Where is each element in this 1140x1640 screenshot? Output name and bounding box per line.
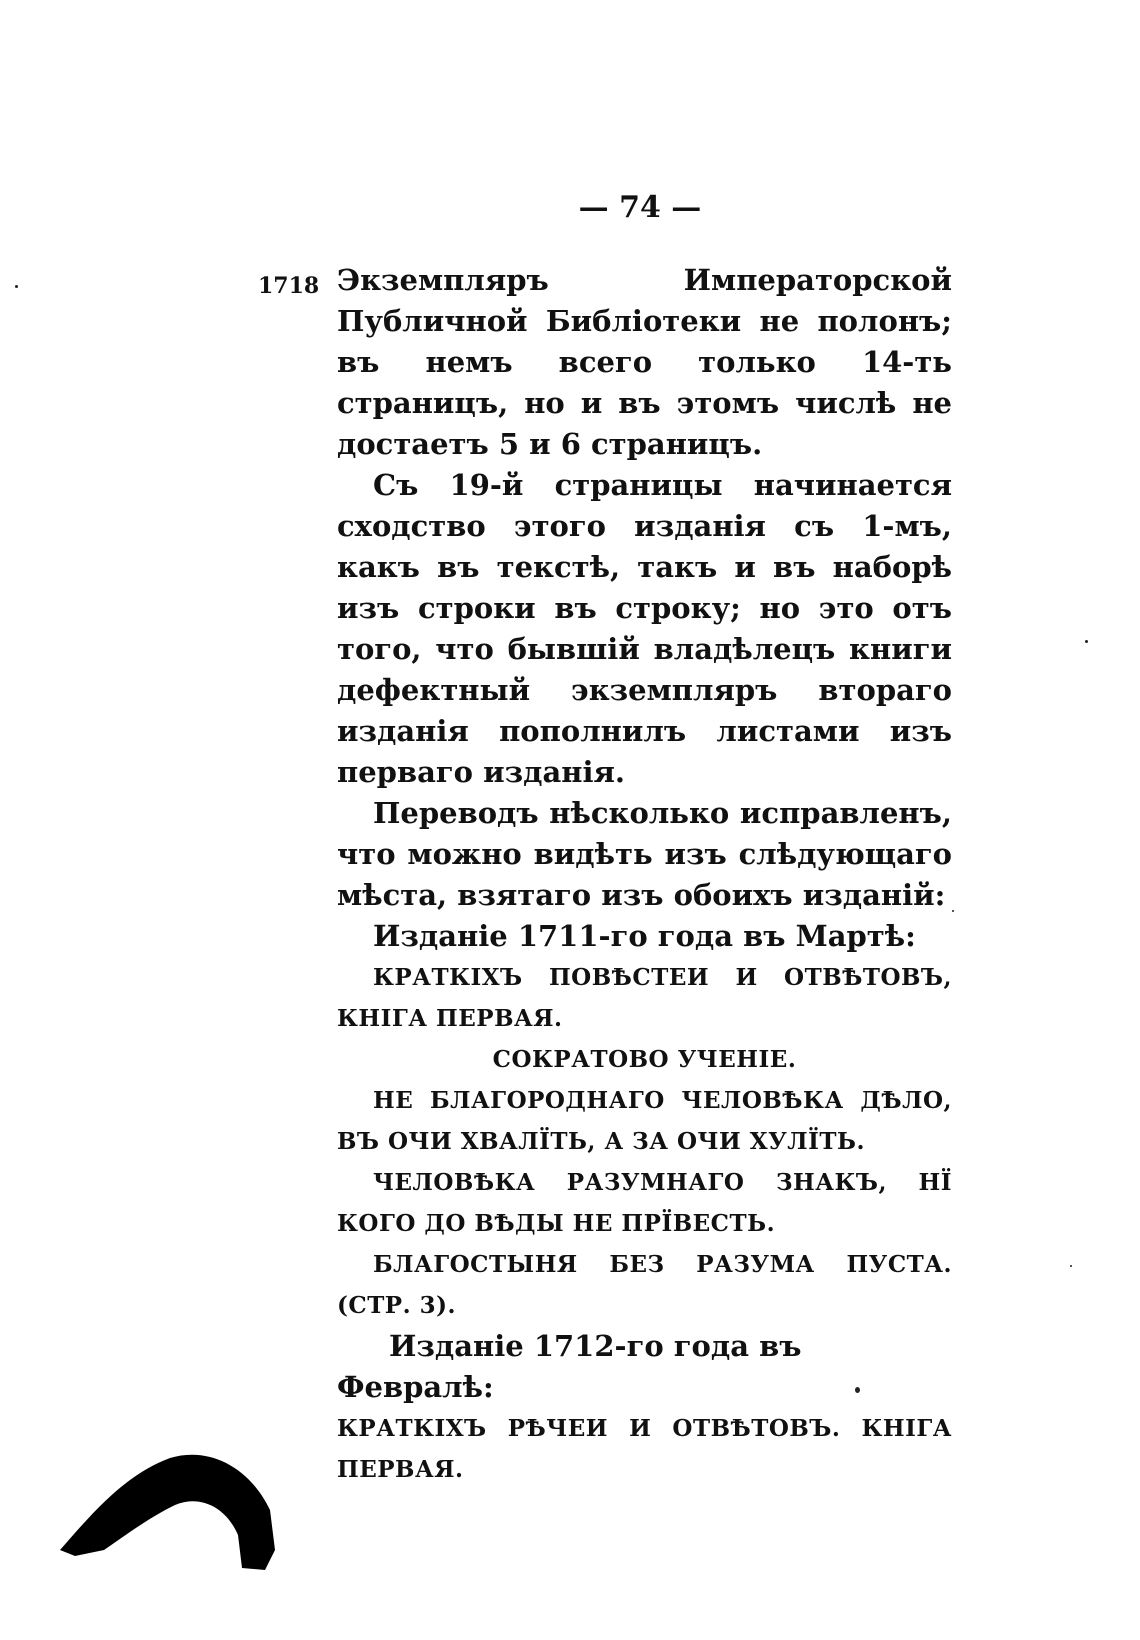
paragraph-2: Съ 19-й страницы начинается сходство этого изданія съ 1-мъ, какъ въ текстѣ, такъ и въ наборѣ изъ строки въ строку; но это отъ того, что бывшій владѣлецъ книги дефектный экземпляръ втораго изданія пополнилъ листами изъ перваго изданія. (337, 468, 952, 789)
scan-speck (1070, 1265, 1072, 1267)
edition-1712-title: КРАТКІХЪ РѢЧЕИ И ОТВѢТОВЪ. КНІГА ПЕРВАЯ. (337, 1415, 952, 1483)
scan-speck (855, 1387, 860, 1393)
scan-thumb-mark (60, 1450, 290, 1580)
scan-speck (952, 910, 954, 912)
paragraph-3: Переводъ нѣсколько исправленъ, что можно видѣть изъ слѣдующаго мѣста, взятаго изъ обоихъ изданій: (337, 796, 952, 912)
edition-1711-last-line: БЛАГОСТЫНЯ БЕЗ РАЗУМА ПУСТА. (СТР. 3). (337, 1251, 952, 1319)
edition-1711-line-1: НЕ БЛАГОРОДНАГО ЧЕЛОВѢКА ДѢЛО, ВЪ ОЧИ ХВАЛЇТЬ, А ЗА ОЧИ ХУЛЇТЬ. (337, 1087, 952, 1155)
edition-1711-heading: Изданіе 1711-го года въ Мартѣ: (373, 919, 916, 953)
page-number: — 74 — (578, 190, 702, 225)
paragraph-1: Экземпляръ Императорской Публичной Библіотеки не полонъ; въ немъ всего только 14-ть страницъ, но и въ этомъ числѣ не достаетъ 5 и 6 страницъ. (337, 263, 952, 461)
edition-1712-heading: Изданіе 1712-го года въ Февралѣ: (337, 1329, 802, 1404)
body-text (337, 260, 952, 1490)
edition-1711-line-2: ЧЕЛОВѢКА РАЗУМНАГО ЗНАКЪ, НЇ КОГО ДО ВѢДЫ НЕ ПРЇВЕСТЬ. (337, 1169, 952, 1237)
scan-speck (1085, 640, 1088, 643)
scan-speck (15, 285, 18, 288)
margin-year: 1718 (258, 273, 320, 299)
edition-1711-subtitle: СОКРАТОВО УЧЕНІЕ. (492, 1046, 797, 1073)
edition-1711-title: КРАТКІХЪ ПОВѢСТЕИ И ОТВѢТОВЪ, КНІГА ПЕРВАЯ. (337, 964, 952, 1032)
